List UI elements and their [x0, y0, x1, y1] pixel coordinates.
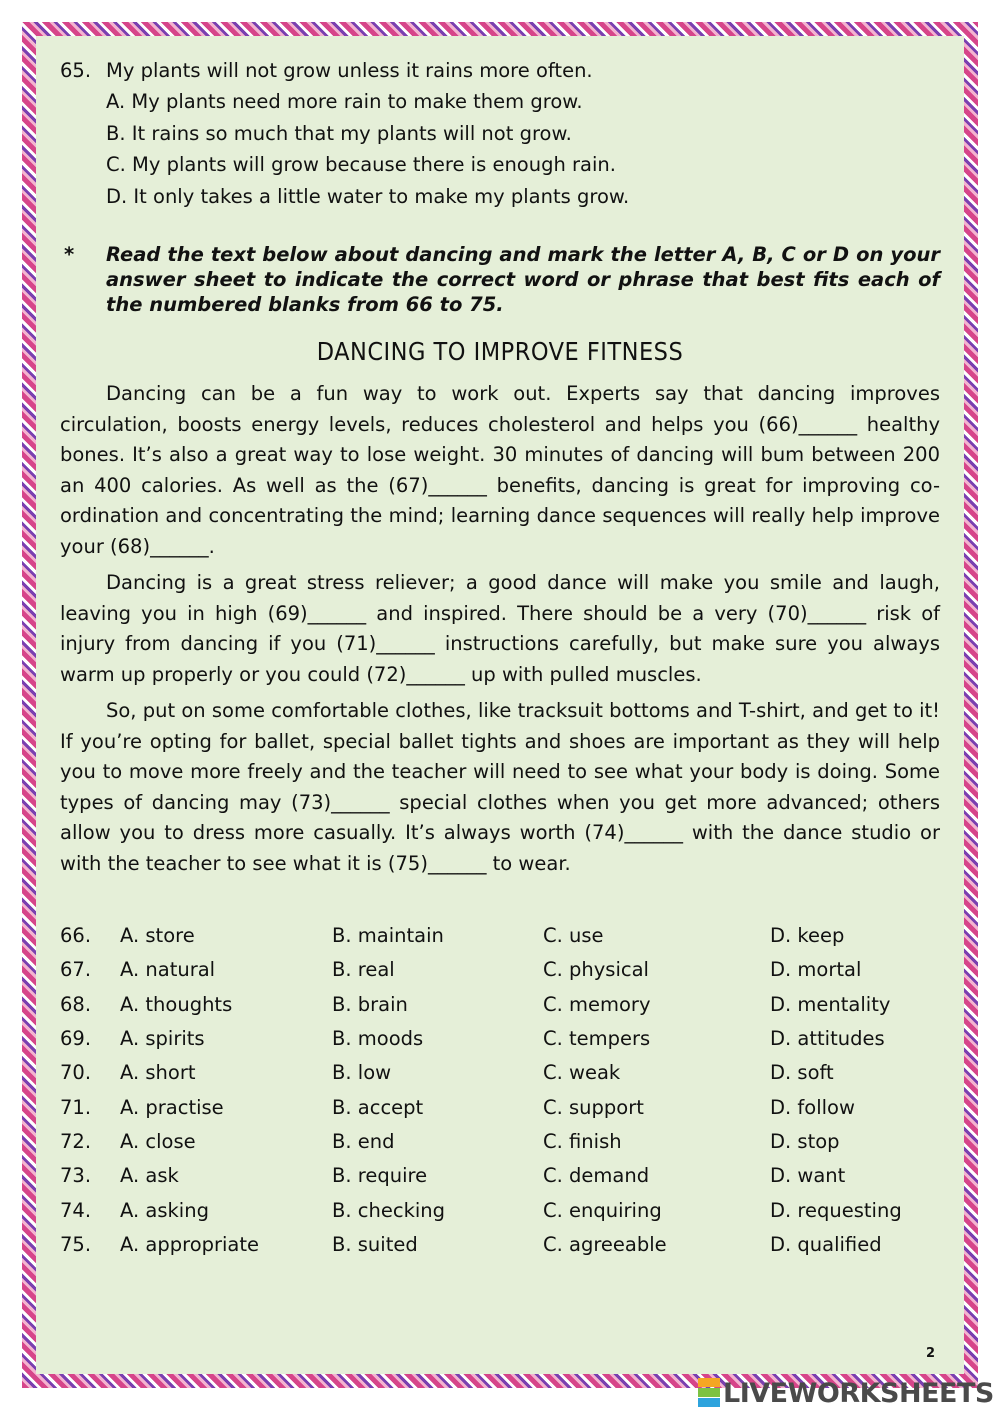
- option-a: A. My plants need more rain to make them grow.: [106, 90, 583, 113]
- answer-row: [60, 1022, 940, 1056]
- answer-option-a[interactable]: A. thoughts: [120, 992, 233, 1016]
- liveworksheets-watermark: [698, 1376, 994, 1410]
- answer-number: 68.: [60, 992, 92, 1016]
- answer-option-c[interactable]: C. support: [543, 1095, 644, 1119]
- passage-paragraph-1: Dancing can be a fun way to work out. Experts say that dancing improves circulation, boosts energy levels, reduces cholesterol and helps you (66)______ healthy bones. It’s also a great way to lose weight. 30 minutes of dancing will bum between 200 an 400 calories. As well as the (67)______ benefits, dancing is great for improving co-ordination and concentrating the mind; learning dance sequences will really help improve your (68)______.: [60, 382, 940, 558]
- answer-option-d[interactable]: D. mortal: [770, 958, 862, 982]
- answer-number: 74.: [60, 1198, 92, 1222]
- answer-option-a[interactable]: A. asking: [120, 1198, 209, 1222]
- answer-option-b[interactable]: B. maintain: [332, 924, 444, 948]
- answer-option-a[interactable]: A. natural: [120, 958, 216, 982]
- answer-number: 73.: [60, 1164, 92, 1188]
- answer-options: [60, 919, 940, 1262]
- answer-option-b[interactable]: B. accept: [332, 1095, 424, 1119]
- answer-row: [60, 1090, 940, 1124]
- answer-option-d[interactable]: D. follow: [770, 1095, 855, 1119]
- answer-number: 67.: [60, 958, 92, 982]
- answer-option-a[interactable]: A. short: [120, 1061, 196, 1085]
- answer-option-b[interactable]: B. suited: [332, 1232, 418, 1256]
- answer-number: 71.: [60, 1095, 92, 1119]
- option-c: C. My plants will grow because there is enough rain.: [106, 153, 616, 176]
- answer-option-c[interactable]: C. enquiring: [543, 1198, 662, 1222]
- answer-option-b[interactable]: B. end: [332, 1129, 395, 1153]
- passage-paragraph-3: So, put on some comfortable clothes, like tracksuit bottoms and T-shirt, and get to it! If you’re opting for ballet, special ballet tights and shoes are important as they will help you to move more freely and the teacher will need to see what your body is doing. Some types of dancing may (73)______ special clothes when you get more advanced; others allow you to dress more casually. It’s always worth (74)______ with the dance studio or with the teacher to see what it is (75)______ to wear.: [60, 699, 940, 875]
- answer-option-b[interactable]: B. require: [332, 1164, 428, 1188]
- question-number: 65.: [60, 59, 92, 82]
- passage-title: DANCING TO IMPROVE FITNESS: [316, 337, 684, 366]
- answer-row: [60, 1125, 940, 1159]
- answer-number: 66.: [60, 924, 92, 948]
- instruction-bullet: *: [64, 243, 75, 266]
- answer-row: [60, 919, 940, 953]
- answer-option-b[interactable]: B. brain: [332, 992, 408, 1016]
- answer-row: [60, 988, 940, 1022]
- passage-paragraph-2: Dancing is a great stress reliever; a good dance will make you smile and laugh, leaving you in high (69)______ and inspired. There should be a very (70)______ risk of injury from dancing if you (71)______ instructions carefully, but make sure you always warm up properly or you could (72)______ up with pulled muscles.: [60, 571, 940, 686]
- answer-option-a[interactable]: A. appropriate: [120, 1232, 260, 1256]
- watermark-text: LIVEWORKSHEETS: [723, 1377, 994, 1409]
- answer-row: [60, 1056, 940, 1090]
- answer-number: 69.: [60, 1027, 92, 1051]
- answer-option-c[interactable]: C. finish: [543, 1129, 622, 1153]
- answer-option-c[interactable]: C. weak: [543, 1061, 621, 1085]
- option-d: D. It only takes a little water to make my plants grow.: [106, 184, 630, 208]
- answer-option-a[interactable]: A. practise: [120, 1095, 224, 1119]
- answer-option-b[interactable]: B. real: [332, 958, 395, 982]
- answer-option-c[interactable]: C. use: [543, 924, 604, 948]
- answer-option-a[interactable]: A. store: [120, 924, 195, 948]
- question-stem: My plants will not grow unless it rains more often.: [106, 59, 593, 82]
- answer-option-c[interactable]: C. physical: [543, 958, 649, 982]
- answer-option-d[interactable]: D. attitudes: [770, 1027, 885, 1051]
- answer-option-b[interactable]: B. moods: [332, 1027, 424, 1051]
- answer-row: [60, 1228, 940, 1262]
- answer-number: 75.: [60, 1232, 92, 1256]
- worksheet-content: [60, 56, 940, 1262]
- answer-option-b[interactable]: B. low: [332, 1061, 392, 1085]
- answer-option-b[interactable]: B. checking: [332, 1198, 446, 1222]
- answer-option-a[interactable]: A. ask: [120, 1164, 179, 1188]
- answer-option-c[interactable]: C. agreeable: [543, 1232, 667, 1256]
- page-number: 2: [926, 1346, 936, 1361]
- answer-option-d[interactable]: D. mentality: [770, 992, 891, 1016]
- answer-option-d[interactable]: D. stop: [770, 1129, 840, 1153]
- instruction: [60, 242, 940, 317]
- answer-row: [60, 1159, 940, 1193]
- answer-row: [60, 953, 940, 987]
- answer-option-d[interactable]: D. want: [770, 1164, 846, 1188]
- answer-option-c[interactable]: C. demand: [543, 1164, 650, 1188]
- answer-option-d[interactable]: D. qualified: [770, 1232, 882, 1256]
- answer-option-c[interactable]: C. memory: [543, 992, 651, 1016]
- instruction-text: Read the text below about dancing and mark the letter A, B, C or D on your answer sheet to indicate the correct word or phrase that best fits each of the numbered blanks from 66 to 75.: [106, 243, 940, 316]
- answer-number: 72.: [60, 1129, 92, 1153]
- answer-option-d[interactable]: D. keep: [770, 924, 845, 948]
- answer-option-d[interactable]: D. requesting: [770, 1198, 902, 1222]
- answer-row: [60, 1193, 940, 1227]
- answer-option-a[interactable]: A. spirits: [120, 1027, 205, 1051]
- question-65: [60, 56, 940, 212]
- option-b: B. It rains so much that my plants will not grow.: [106, 121, 572, 145]
- answer-number: 70.: [60, 1061, 92, 1085]
- answer-option-a[interactable]: A. close: [120, 1129, 196, 1153]
- answer-option-c[interactable]: C. tempers: [543, 1027, 651, 1051]
- liveworksheets-logo-icon: [698, 1378, 720, 1408]
- answer-option-d[interactable]: D. soft: [770, 1061, 834, 1085]
